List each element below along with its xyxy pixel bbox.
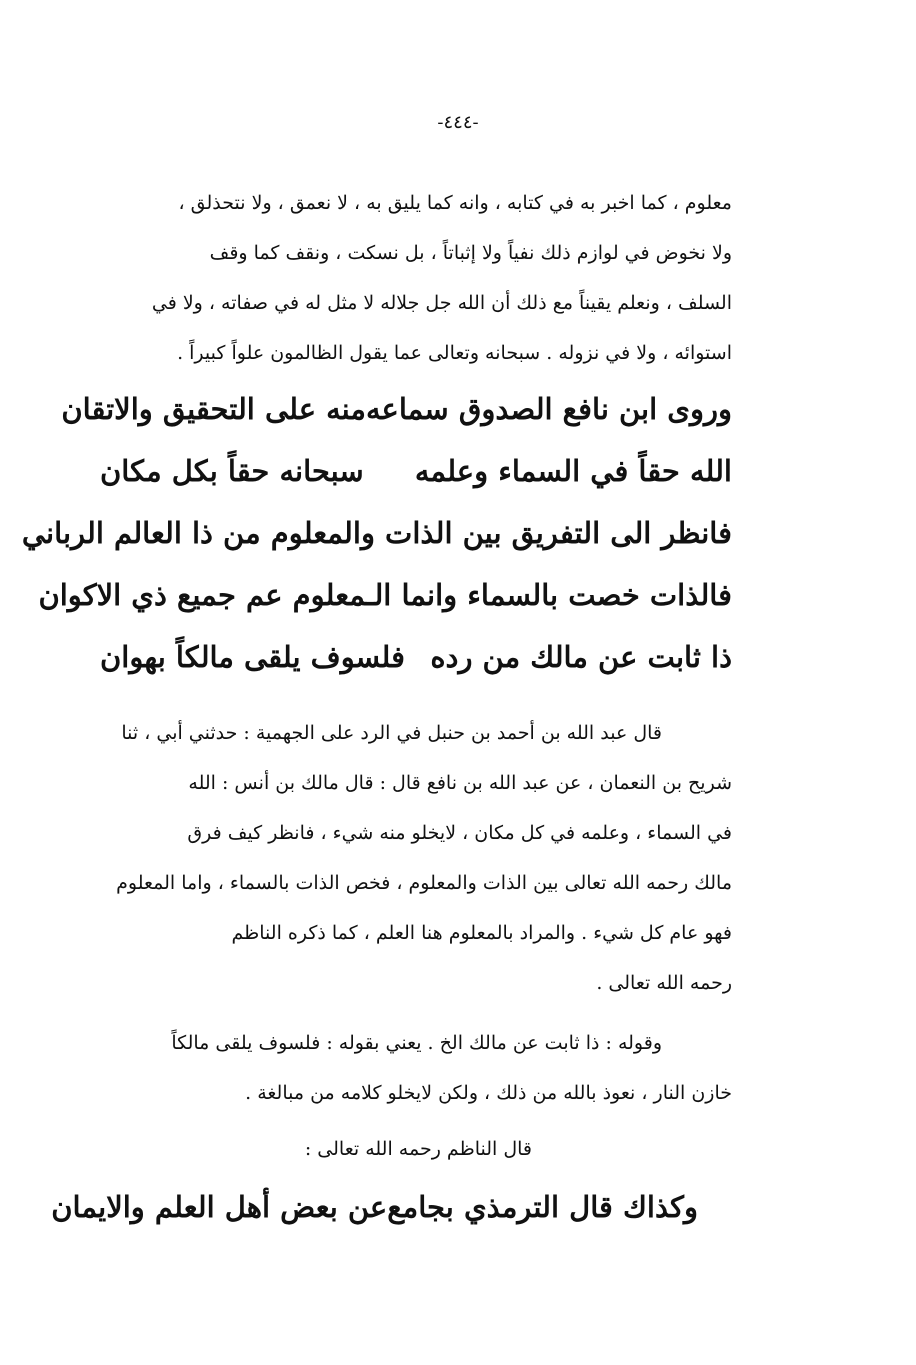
text-line: خازن النار ، نعوذ بالله من ذلك ، ولكن لايخلو كلامه من مبالغة .	[245, 1082, 732, 1104]
verse-second-hemistich: عن بعض أهل العلم والايمان	[51, 1190, 388, 1224]
verse-line	[100, 626, 732, 688]
verse-second-hemistich: سبحانه حقاً بكل مكان	[100, 454, 364, 488]
text-line: معلوم ، كما اخبر به في كتابه ، وانه كما يليق به ، لا نعمق ، ولا نتحذلق ،	[178, 192, 732, 214]
poet-intro	[100, 1124, 732, 1174]
text-line: شريح بن النعمان ، عن عبد الله بن نافع قال : قال مالك بن أنس : الله	[188, 772, 732, 794]
page-number: -٤٤٤-	[437, 112, 479, 133]
verse-first-hemistich: فالذات خصت بالسماء وانما الـمعلوم عم جميع ذي الاكوان	[38, 578, 732, 612]
text-line: رحمه الله تعالى .	[596, 972, 732, 994]
verse-first-hemistich: الله حقاً في السماء وعلمه	[414, 454, 732, 488]
text-line: ولا نخوض في لوازم ذلك نفياً ولا إثباتاً ، بل نسكت ، ونقف كما وقف	[209, 242, 732, 264]
paragraph-qawluhu	[100, 1018, 732, 1118]
verse-line	[100, 440, 732, 502]
text-line: في السماء ، وعلمه في كل مكان ، لايخلو منه شيء ، فانظر كيف فرق	[187, 822, 732, 844]
verse-line	[21, 502, 732, 564]
text-line: استوائه ، ولا في نزوله . سبحانه وتعالى عما يقول الظالمون علواً كبيراً .	[177, 342, 732, 364]
verse-second-hemistich: فلسوف يلقى مالكاً بهوان	[100, 640, 406, 674]
paragraph-commentary	[100, 708, 732, 1008]
verse-first-hemistich: فانظر الى التفريق بين الذات والمعلوم من ذا العالم الرباني	[21, 516, 732, 550]
text-line: مالك رحمه الله تعالى بين الذات والمعلوم ، فخص الذات بالسماء ، واما المعلوم	[116, 872, 732, 894]
text-line: فهو عام كل شيء . والمراد بالمعلوم هنا العلم ، كما ذكره الناظم	[231, 922, 732, 944]
paragraph-tawil	[100, 178, 732, 378]
verse-line	[61, 378, 732, 440]
verse-first-hemistich: ذا ثابت عن مالك من رده	[430, 640, 732, 674]
verse-first-hemistich: وكذاك قال الترمذي بجامع	[387, 1190, 698, 1224]
text-line: وقوله : ذا ثابت عن مالك الخ . يعني بقوله : فلسوف يلقى مالكاً	[171, 1032, 662, 1054]
verse-second-hemistich: منه على التحقيق والاتقان	[61, 392, 366, 426]
verse-line	[51, 1176, 698, 1238]
text-line: قال الناظم رحمه الله تعالى :	[304, 1138, 532, 1160]
verse-line	[38, 564, 732, 626]
text-line: قال عبد الله بن أحمد بن حنبل في الرد على الجهمية : حدثني أبي ، ثنا	[121, 722, 662, 744]
text-line: السلف ، ونعلم يقيناً مع ذلك أن الله جل جلاله لا مثل له في صفاته ، ولا في	[151, 292, 732, 314]
poem-verse-final	[51, 1176, 698, 1238]
verse-first-hemistich: وروى ابن نافع الصدوق سماعه	[365, 392, 732, 426]
poem-verses	[21, 378, 732, 688]
